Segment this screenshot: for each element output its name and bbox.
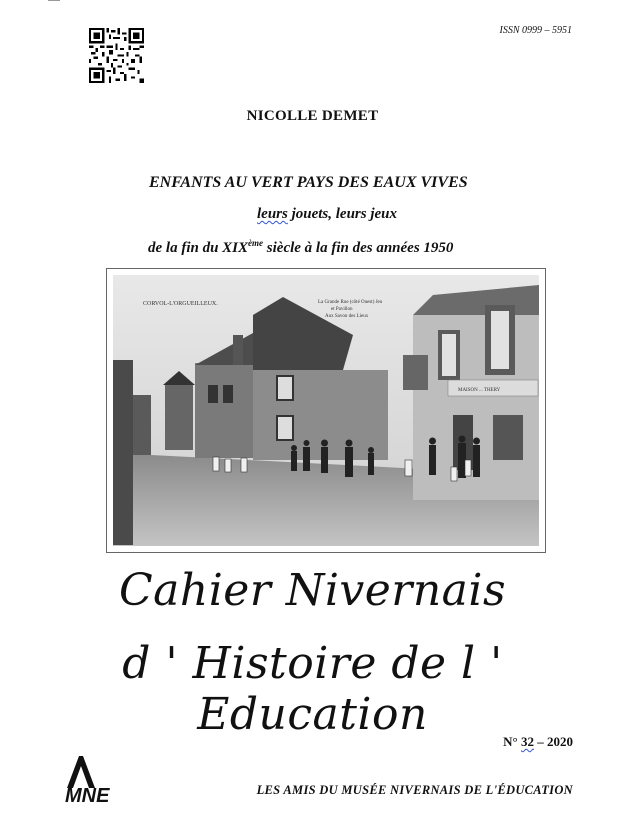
- author-name: NICOLLE DEMET: [246, 108, 379, 124]
- issue-prefix: N°: [503, 734, 521, 749]
- amne-logo: [63, 754, 135, 806]
- subtitle-superscript: ème: [248, 238, 264, 248]
- issn-number: ISSN 0999 – 5951: [499, 25, 572, 36]
- subtitle-line-3-post: siècle à la fin des années 1950: [263, 240, 454, 256]
- photo-caption-right-2: et Pavillon: [331, 307, 353, 312]
- issue-year: – 2020: [534, 734, 573, 749]
- subtitle-line-2: [257, 206, 397, 223]
- subtitle-line-3: [148, 238, 453, 257]
- issue-number-value: 32: [521, 734, 534, 749]
- cover-photo-frame: [106, 268, 546, 553]
- photo-caption-right-3: Aux Savon des Lieux: [325, 314, 369, 319]
- photo-caption-left: CORVOL-L'ORGUEILLEUX.: [143, 301, 218, 307]
- journal-title-line-1: Cahier Nivernais: [118, 565, 507, 616]
- publisher-footer: LES AMIS DU MUSÉE NIVERNAIS DE L'ÉDUCATION: [256, 783, 573, 797]
- photo-caption-right-1: La Grande Rue (côté Ouest) Jeu: [318, 300, 383, 305]
- subtitle-line-2-rest: jouets, leurs jeux: [287, 206, 398, 222]
- journal-title-line-2: d ' Histoire de l ' Education: [122, 638, 503, 740]
- issue-number: [503, 734, 573, 750]
- qr-code-icon: [89, 28, 144, 83]
- top-rule: [48, 0, 60, 1]
- village-street-photo: [113, 275, 539, 546]
- svg-text:MNE: MNE: [65, 785, 110, 806]
- subtitle-line-3-pre: de la fin du XIX: [148, 240, 249, 256]
- subtitle-underlined-word: leurs: [257, 206, 288, 222]
- subtitle-line-1: ENFANTS AU VERT PAYS DES EAUX VIVES: [149, 174, 468, 191]
- shop-sign: MAISON ... THERY: [458, 388, 501, 393]
